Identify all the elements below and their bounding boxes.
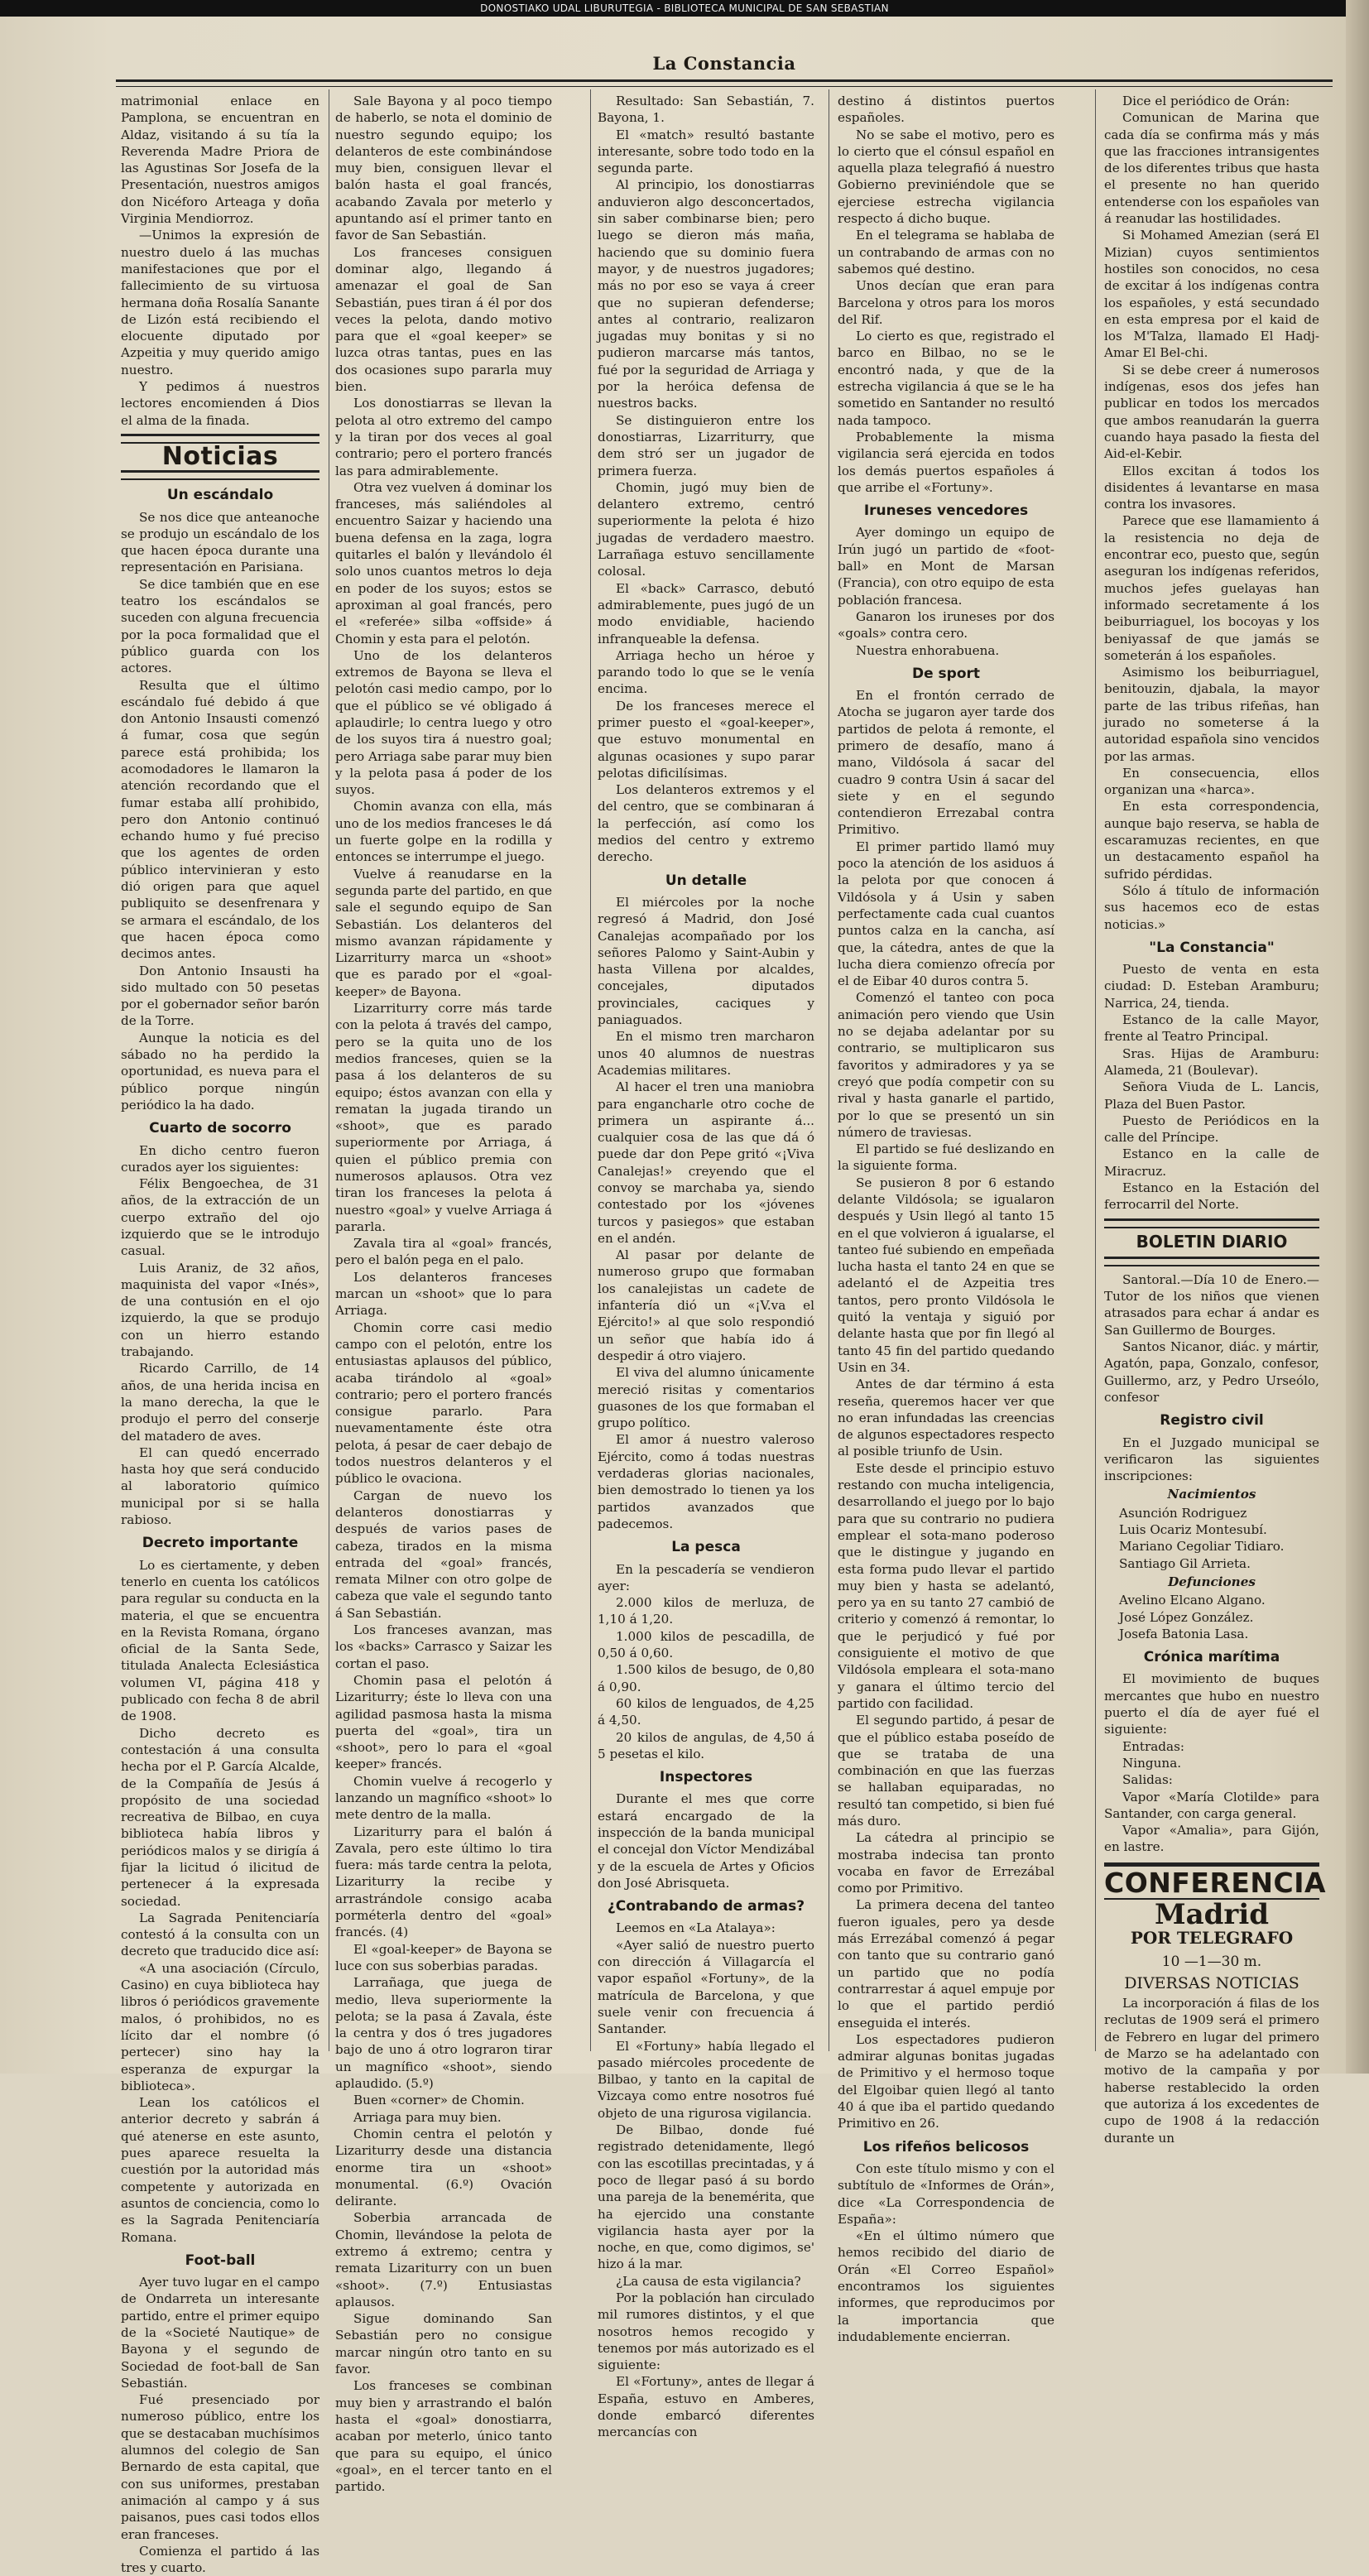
conference-title: CONFERENCIA xyxy=(1104,1866,1327,1899)
list-item: Asunción Rodriguez xyxy=(1119,1505,1247,1521)
paragraph: Chomin centra el pelotón y Lizariturry desde una distancia enorme tira un «shoot» monumental. (6.º) Ovación delirante. xyxy=(335,2126,552,2209)
paragraph: En esta correspondencia, aunque bajo reserva, se habla de escaramuzas recientes, en que un destacamento español ha sufrido pérdidas. xyxy=(1104,799,1319,882)
paragraph: Don Antonio Insausti ha sido multado con 50 pesetas por el gobernador señor barón de la Torre. xyxy=(121,963,319,1029)
paragraph: El partido se fué deslizando en la siguiente forma. xyxy=(838,1141,1054,1174)
paragraph: El can quedó encerrado hasta hoy que será conducido al laboratorio químico municipal por si se halla rabioso. xyxy=(121,1444,319,1528)
newspaper-title: La Constancia xyxy=(652,53,796,74)
telegraph-subtitle: POR TELEGRAFO xyxy=(1130,1928,1294,1949)
paragraph: En el Juzgado municipal se verificaron las siguientes inscripciones: xyxy=(1104,1435,1319,1484)
paragraph: Comienza el partido á las tres y cuarto. xyxy=(121,2543,319,2576)
paragraph: Larrañaga, que juega de medio, lleva superiormente la pelota; se la pasa á Zavala, éste la centra y dos ó tres jugadores bajo de uno á otro lograron tirar un magnífico «shoot», siendo aplaudido. (5.º) xyxy=(335,1975,552,2092)
list-item: Luis Ocariz Montesubí. xyxy=(1119,1522,1267,1538)
paragraph: Comunican de Marina que cada día se confirma más y más que las fracciones intransigentes de los diferentes tribus que hasta el presente no han querido entenderse con los españoles van á reanudar las hostilidades. xyxy=(1104,110,1319,227)
paragraph: Antes de dar término á esta reseña, queremos hacer ver que no eran infundadas las creencias de algunos espectadores respecto al posible triunfo de Usin. xyxy=(838,1377,1054,1459)
paragraph: Lizariturry para el balón á Zavala, pero este último lo tira fuera: más tarde centra la pelota, Lizariturry la recibe y arrastrándole consigo acaba porméterla dentro del «goal» francés. (4) xyxy=(335,1824,552,1940)
paragraph: Otra vez vuelven á dominar los franceses, más saliéndoles al encuentro Saizar y haciendo una buena defensa en la zaga, logra quitarles el balón y llevándolo él solo unos cuantos metros lo deja en poder de los suyos; estos se aproximan al goal francés, pero el «referée» silba «offside» á Chomin y esta para el pelotón. xyxy=(335,479,552,646)
paragraph: Puesto de venta en esta ciudad: D. Esteban Aramburu; Narrica, 24, tienda. xyxy=(1104,962,1319,1011)
paragraph: Ayer domingo un equipo de Irún jugó un partido de «foot-ball» en Mont de Marsan (Francia), con otro equipo de esta población francesa. xyxy=(838,525,1054,608)
paragraph: Los delanteros extremos y el del centro, que se combinaran á la perfección, así como los medios del centro y extremo derecho. xyxy=(598,782,814,865)
section-rule xyxy=(121,470,319,480)
headline: ¿Contrabando de armas? xyxy=(607,1898,805,1915)
paragraph: Resulta que el último escándalo fué debido á que don Antonio Insausti comenzó á fumar, cosa que según parece está prohibida; los acomodadores le llamaron la atención recordando que el fumar estaba allí prohibido, pero don Antonio continuó echando humo y fué preciso que los agentes de orden público intervinieran y esto dió origen para que aquel publiquito se desenfrenara y se armara el escándalo, de los que hacen época como decimos antes. xyxy=(121,677,319,962)
paragraph: Ricardo Carrillo, de 14 años, de una herida incisa en la mano derecha, la que le produjo el perro del conserje del matadero de aves. xyxy=(121,1361,319,1444)
paragraph: Chomin avanza con ella, más uno de los medios franceses le dá un fuerte golpe en la rodilla y entonces se interrumpe el juego. xyxy=(335,799,552,865)
conference-box xyxy=(1104,1862,1327,1900)
paragraph: El primer partido llamó muy poco la atención de los asiduos á la pelota por que conocen á Vildósola y á Usin y saben perfectamente cada cual cuantos puntos calza en la cancha, así que, la cátedra, antes de que la lucha diera comienzo ofrecía por el de Eibar 40 duros contra 5. xyxy=(838,839,1054,989)
paragraph: Fué presenciado por numeroso público, entre los que se destacaban muchísimos alumnos del colegio de San Bernardo de esta capital, que con sus uniformes, prestaban animación al campo y á sus paisanos, pues casi todos ellos eran franceses. xyxy=(121,2392,319,2542)
paragraph: Los franceses se combinan muy bien y arrastrando el balón hasta el «goal» donostiarra, acaban por meterlo, único tanto que para su equipo, el único «goal», en el tercer tanto en el partido. xyxy=(335,2378,552,2495)
paragraph: La Sagrada Penitenciaría contestó á la consulta con un decreto que traducido dice así: xyxy=(121,1910,319,1959)
headline: Los rifeños belicosos xyxy=(862,2138,1030,2155)
paragraph: Zavala tira al «goal» francés, pero el balón pega en el palo. xyxy=(335,1236,552,1268)
paragraph: Lo cierto es que, registrado el barco en Bilbao, no se le encontró nada, y que de la estrecha vigilancia á que se le ha sometido en Santander no resultó nada tampoco. xyxy=(838,329,1054,428)
paragraph: destino á distintos puertos españoles. xyxy=(838,94,1054,126)
paragraph: En dicho centro fueron curados ayer los siguientes: xyxy=(121,1142,319,1175)
paragraph: Al hacer el tren una maniobra para engancharle otro coche de primera un aspirante á... cualquier cosa de las que dá ó puede dar don Pepe gritó «¡Viva Canalejas!» creyendo que el convoy se marchaba ya, siendo contestado por los «jóvenes turcos y pasiegos» que estaban en el andén. xyxy=(598,1079,814,1246)
headline: Registro civil xyxy=(1160,1412,1264,1430)
paragraph: El segundo partido, á pesar de que el público estaba poseído de que se trataba de una combinación en que las fuerzas se hallaban equiparadas, no resultó tan competido, si bien fué más duro. xyxy=(838,1713,1054,1829)
fish-price-line: 20 kilos de angulas, de 4,50 á 5 pesetas el kilo. xyxy=(598,1729,814,1761)
section-title-boletin: BOLETIN DIARIO xyxy=(1136,1231,1288,1252)
paragraph: Este desde el principio estuvo restando con mucha inteligencia, desarrollando el juego por lo bajo para que su contrario no pudiera emplear el sota-mano poderoso que le distingue y jugando en esta forma pudo llevar el partido muy bien y hasta se adelantó, pero ya en su tanto 27 cambió de criterio y comenzó á remontar, lo que le perjudicó y fué por consiguiente el motivo de que Vildósola empleara el sota-mano y ganara el último tercio del partido con facilidad. xyxy=(838,1460,1054,1711)
paragraph: Chomin pasa el pelotón á Lizariturry; éste lo lleva con una agilidad pasmosa hasta la misma puerta del «goal», tira un «shoot», pero lo para el «goal keeper» francés. xyxy=(335,1672,552,1772)
paragraph: Chomin, jugó muy bien de delantero extremo, centró superiormente la pelota é hizo jugadas de verdadero maestro. Larrañaga estuvo sencillamente colosal. xyxy=(598,479,814,579)
paragraph: Sólo á título de información sus hacemos eco de estas noticias.» xyxy=(1104,882,1319,932)
paragraph: Los franceses consiguen dominar algo, llegando á amenazar el goal de San Sebastián, pues tiran á él por dos veces la pelota, dando motivo para que el «goal keeper» se luzca otras tantas, pues en las dos ocasiones supo pararla muy bien. xyxy=(335,244,552,395)
label-ninguna: Ninguna. xyxy=(1122,1755,1182,1771)
paragraph: Chomin corre casi medio campo con el pelotón, entre los entusiastas aplausos del público, acaba tirándolo al «goal» contrario; pero el portero francés consigue pararlo. Para nuevamentamente éste otra pelota, á pesar de caer debajo de todos nuestros delanteros y el público le ovaciona. xyxy=(335,1319,552,1487)
paragraph: Dicho decreto es contestación á una consulta hecha por el P. García Alcalde, de la Compañía de Jesús á propósito de una sociedad recreativa de Bilbao, en cuya biblioteca había libros y periódicos malos y se dirigía á fijar la licitud ó ilicitud de pertenecer á la expresada sociedad. xyxy=(121,1725,319,1909)
headline: Crónica marítima xyxy=(1143,1649,1280,1666)
paragraph: La incorporación á filas de los reclutas de 1909 será el primero de Febrero en lugar del primero de Marzo se ha adelantado con motivo de la campaña y por haberse restablecido la orden que autoriza á los excedentes de cupo de 1908 á la redacción durante un xyxy=(1104,1996,1319,2146)
section-rule xyxy=(1104,1257,1319,1266)
madrid-title: Madrid xyxy=(1154,1897,1270,1931)
paragraph: Al pasar por delante de numeroso grupo que formaban los canalejistas un cadete de infantería dió un «¡V.va el Ejército!» al que solo respondió un señor que había ido á despedir á otro viajero. xyxy=(598,1247,814,1363)
paragraph: Ganaron los iruneses por dos «goals» contra cero. xyxy=(838,608,1054,642)
paragraph: Arriaga hecho un héroe y parando todo lo que se le venía encima. xyxy=(598,647,814,697)
paragraph: Durante el mes que corre estará encargado de la inspección de la banda municipal el concejal don Víctor Mendizábal y de la escuela de Artes y Oficios don José Abrisqueta. xyxy=(598,1791,814,1891)
headline: Inspectores xyxy=(659,1769,753,1786)
headline: Un detalle xyxy=(665,872,747,889)
paragraph: Uno de los delanteros extremos de Bayona se lleva el pelotón casi medio campo, por lo que el público se vé obligado á aplaudirle; lo centra luego y otro de los suyos tira á nuestro goal; pero Arriaga sabe parar muy bien y la pelota pasa á poder de los suyos. xyxy=(335,647,552,798)
paragraph: Resultado: San Sebastián, 7. Bayona, 1. xyxy=(598,94,814,126)
headline: Foot-ball xyxy=(185,2252,256,2269)
page-edge xyxy=(1346,0,1369,2074)
paragraph: En el mismo tren marcharon unos 40 alumnos de nuestras Academias militares. xyxy=(598,1029,814,1078)
column-4 xyxy=(838,93,1054,2344)
paragraph: Vuelve á reanudarse en la segunda parte del partido, en que sale el segundo equipo de San Sebastián. Los delanteros del mismo avanzan rápidamente y Lizarriturry marca un «shoot» que es parado por el «goal-keeper» de Bayona. xyxy=(335,866,552,999)
paragraph: El «goal-keeper» de Bayona se luce con sus soberbias paradas. xyxy=(335,1941,552,1973)
paragraph: matrimonial enlace en Pamplona, se encuentran en Aldaz, visitando á su tía la Reverenda Madre Priora de las Agustinas Sor Josefa de la Presentación, nuestros amigos don Nicéforo Arteaga y doña Virginia Mendiorroz. xyxy=(121,94,319,227)
library-banner: DONOSTIAKO UDAL LIBURUTEGIA - BIBLIOTECA MUNICIPAL DE SAN SEBASTIAN xyxy=(0,0,1369,17)
paragraph: «A una asociación (Círculo, Casino) en cuya biblioteca hay libros ó periódicos gravemente malos, ó prohibidos, no es lícito dar el nombre (ó pertecer) sino hay la esperanza de expurgar la biblioteca». xyxy=(121,1960,319,2093)
label-salidas: Salidas: xyxy=(1122,1772,1173,1788)
paragraph: Los franceses avanzan, mas los «backs» Carrasco y Saizar les cortan el paso. xyxy=(335,1622,552,1671)
paragraph: Probablemente la misma vigilancia será ejercida en todos los demás puertos españoles á que arribe el «Fortuny». xyxy=(838,429,1054,495)
paragraph: Comenzó el tanteo con poca animación pero viendo que Usin no se dejaba adelantar por su contrario, se multiplicaron sus favoritos y admiradores y ya se creyó que podía competir con su rival y hasta ganarle el partido, por lo que se presentó un sin número de traviesas. xyxy=(838,990,1054,1140)
paragraph: Luis Araniz, de 32 años, maquinista del vapor «Inés», de una contusión en el ojo izquierdo, la que se produjo con un hierro estando trabajando. xyxy=(121,1260,319,1360)
headline: La pesca xyxy=(671,1539,741,1556)
paragraph: Lean los católicos el anterior decreto y sabrán á qué atenerse en este asunto, pues aparece resuelta la cuestión por la autoridad más competente y autorizada en asuntos de conciencia, como lo es la Sagrada Penitenciaría Romana. xyxy=(121,2095,319,2245)
paragraph: Si se debe creer á numerosos indígenas, esos dos jefes han publicar en todos los mercados que ambos reanudarán la guerra cuando haya pasado la fiesta del Aid-el-Kebir. xyxy=(1104,362,1319,462)
paragraph: Parece que ese llamamiento á la resistencia no deja de encontrar eco, puesto que, según aseguran los indígenas referidos, muchos jefes guelayas han informado secretamente á los beiburriaguel, los bocoyas y los beniyassaf de que jamás se someterán á los españoles. xyxy=(1104,513,1319,663)
column-3 xyxy=(598,93,814,2440)
paragraph: Vapor «Amalia», para Gijón, en lastre. xyxy=(1104,1823,1319,1855)
paragraph: Nuestra enhorabuena. xyxy=(856,642,1000,658)
paragraph: Dice el periódico de Orán: xyxy=(1122,94,1290,108)
paragraph: No se sabe el motivo, pero es lo cierto que el cónsul español en aquella plaza telegrafió á nuestro Gobierno previniéndole que se ejerciese estrecha vigilancia respecto á dicho buque. xyxy=(838,127,1054,227)
headline: Decreto importante xyxy=(142,1535,299,1552)
paragraph: Sras. Hijas de Aramburu: Alameda, 21 (Boulevar). xyxy=(1104,1045,1319,1078)
paragraph: Leemos en «La Atalaya»: xyxy=(616,1920,776,1936)
paragraph: Y pedimos á nuestros lectores encomienden á Dios el alma de la finada. xyxy=(121,379,319,428)
column-divider xyxy=(1095,89,1096,2051)
paragraph: —Unimos la expresión de nuestro duelo á las muchas manifestaciones que por el fallecimiento de su virtuosa hermana doña Rosalía Sanante de Lizón está recibiendo el elocuente diputado por Azpeitia y muy querido amigo nuestro. xyxy=(121,228,319,377)
label-entradas: Entradas: xyxy=(1122,1738,1184,1754)
paragraph: De los franceses merece el primer puesto el «goal-keeper», que estuvo monumental en algunas ocasiones y supo parar pelotas dificilísimas. xyxy=(598,698,814,781)
paragraph: En consecuencia, ellos organizan una «harca». xyxy=(1104,765,1319,798)
headline: De sport xyxy=(911,665,981,682)
paragraph: Los donostiarras se llevan la pelota al otro extremo del campo y la tiran por dos veces al goal contrario; pero el portero francés las para admirablemente. xyxy=(335,396,552,478)
paragraph: El miércoles por la noche regresó á Madrid, don José Canalejas acompañado por los señores Palomo y Saint-Aubin y hasta Villena por alcaldes, concejales, diputados provinciales, caciques y paniaguados. xyxy=(598,894,814,1028)
masthead xyxy=(116,50,1333,83)
paragraph: Asimismo los beiburriaguel, benitouzin, djabala, la mayor parte de las tribus rifeñas, han jurado no someterse á la autoridad española sino vencidos por las armas. xyxy=(1104,665,1319,764)
paragraph: La primera decena del tanteo fueron iguales, pero ya desde más Errezábal comenzó á pegar con tanto que su contrario ganó un partido que no podía contrarrestar á aquel empuje por lo que el partido perdió enseguida el interés. xyxy=(838,1897,1054,2031)
list-item: José López González. xyxy=(1119,1609,1254,1625)
paragraph: Soberbia arrancada de Chomin, llevándose la pelota de extremo á extremo; centra y remata Lizariturry con un buen «shoot». (7.º) Entusiastas aplausos. xyxy=(335,2210,552,2309)
paragraph: Buen «corner» de Chomin. xyxy=(353,2093,525,2108)
paragraph: De Bilbao, donde fué registrado detenidamente, llegó con las escotillas precintadas, y á poco de llegar pasó á su bordo una pareja de la benemérita, que ha ejercido una constante vigilancia hasta ayer por la noche, en que, como digimos, se' hizo á la mar. xyxy=(598,2122,814,2272)
births-list xyxy=(1104,1505,1319,1572)
paragraph: Sigue dominando San Sebastián pero no consigue marcar ningún otro tanto en su favor. xyxy=(335,2311,552,2377)
paragraph: Los espectadores pudieron admirar algunas bonitas jugadas de Primitivo y el hermoso toque del Elgoibar quien llegó al tanto 40 á que iba el partido quedando Primitivo en 26. xyxy=(838,2031,1054,2131)
subhead-births: Nacimientos xyxy=(1167,1487,1256,1502)
paragraph: Vapor «María Clotilde» para Santander, con carga general. xyxy=(1104,1789,1319,1821)
headline: Un escándalo xyxy=(166,487,274,504)
headline: Cuarto de socorro xyxy=(149,1120,291,1137)
paragraph: Aunque la noticia es del sábado no ha perdido la oportunidad, es nueva para el público porque ningún periódico la ha dado. xyxy=(121,1030,319,1113)
paragraph: Lizarriturry corre más tarde con la pelota á través del campo, pero se la quita uno de los medios franceses, quien se la pasa á los delanteros de su equipo; éstos avanzan con ella y rematan la jugada tirando un «shoot», que es parado superiormente por Arriaga, á quien el público premia con numerosos aplausos. Otra vez tiran los franceses la pelota á nuestro «goal» y vuelve Arriaga á pararla. xyxy=(335,1001,552,1234)
paragraph: Unos decían que eran para Barcelona y otros para los moros del Rif. xyxy=(838,278,1054,327)
paragraph: En el frontón cerrado de Atocha se jugaron ayer tarde dos partidos de pelota á remonte, el primero de desafío, mano á mano, Vildósola á sacar del cuadro 9 contra Usin á sacar del siete y en el segundo contendieron Errezabal contra Primitivo. xyxy=(838,688,1054,838)
fish-price-line: 60 kilos de lenguados, de 4,25 á 4,50. xyxy=(598,1695,814,1728)
paragraph: Si Mohamed Amezian (será El Mizian) cuyos sentimientos hostiles son conocidos, no cesa de excitar á los indígenas contra los españoles, y está secundado en esta empresa por el kaid de los M'Talza, llamado El Hadj-Amar El Bel-chi. xyxy=(1104,228,1319,361)
paragraph: Con este título mismo y con el subtítulo de «Informes de Orán», dice «La Correspondencia de España»: xyxy=(838,2160,1054,2227)
fish-price-line: 2.000 kilos de merluza, de 1,10 á 1,20. xyxy=(598,1595,814,1627)
paragraph: Santoral.—Día 10 de Enero.—Tutor de los niños que vienen atrasados para echar á andar es San Guillermo de Bourges. xyxy=(1104,1271,1319,1338)
paragraph: Estanco de la calle Mayor, frente al Teatro Principal. xyxy=(1104,1012,1319,1045)
fish-price-line: 1.500 kilos de besugo, de 0,80 á 0,90. xyxy=(598,1662,814,1694)
paragraph: El «Fortuny» había llegado el pasado miércoles procedente de Bilbao, y tanto en la capital de Vizcaya como entre nosotros fué objeto de una rigurosa vigilancia. xyxy=(598,2038,814,2121)
paragraph: Se dice también que en ese teatro los escándalos se suceden con alguna frecuencia por la poca formalidad que el público guarda con los actores. xyxy=(121,576,319,676)
paragraph: «En el último número que hemos recibido del diario de Orán «El Correo Español» encontramos los siguientes informes, que reproducimos por la importancia que indudablemente encierran. xyxy=(838,2228,1054,2344)
paragraph: El viva del alumno únicamente mereció risitas y comentarios guasones de los que formaban el grupo político. xyxy=(598,1365,814,1431)
column-divider xyxy=(590,89,591,2051)
list-item: Avelino Elcano Algano. xyxy=(1119,1593,1266,1608)
paragraph: Puesto de Periódicos en la calle del Príncipe. xyxy=(1104,1113,1319,1146)
paragraph: El amor á nuestro valeroso Ejército, como á todas nuestras verdaderas glorias nacionales, bien demostrado lo tienen ya los partidos avanzados que padecemos. xyxy=(598,1432,814,1531)
paragraph: El «Fortuny», antes de llegar á España, estuvo en Amberes, donde embarcó diferentes mercancías con xyxy=(598,2374,814,2440)
paragraph: La cátedra al principio se mostraba indecisa tan pronto vocaba en favor de Errezábal como por Primitivo. xyxy=(838,1830,1054,1896)
subhead-deaths: Defunciones xyxy=(1168,1574,1256,1589)
paragraph: Chomin vuelve á recogerlo y lanzando un magnífico «shoot» lo mete dentro de la malla. xyxy=(335,1773,552,1823)
paragraph: Ayer tuvo lugar en el campo de Ondarreta un interesante partido, entre el primer equipo de la «Societé Nautique» de Bayona y el segundo de Sociedad de foot-ball de San Sebastián. xyxy=(121,2275,319,2391)
paragraph: ¿La causa de esta vigilancia? xyxy=(616,2273,801,2289)
timestamp: 10 —1—30 m. xyxy=(1161,1953,1262,1970)
column-1 xyxy=(121,93,319,2576)
headline: "La Constancia" xyxy=(1149,939,1275,956)
paragraph: Por la población han circulado mil rumores distintos, y el que nosotros hemos recogido y tenemos por más autorizado es el siguiente: xyxy=(598,2290,814,2373)
paragraph: Los delanteros franceses marcan un «shoot» que lo para Arriaga. xyxy=(335,1269,552,1319)
list-item: Santiago Gil Arrieta. xyxy=(1119,1555,1251,1571)
paragraph: Félix Bengoechea, de 31 años, de la extracción de un cuerpo extraño del ojo izquierdo que se le introdujo casual. xyxy=(121,1176,319,1259)
headline: Iruneses vencedores xyxy=(863,502,1029,520)
paragraph: Ellos excitan á todos los disidentes á levantarse en masa contra los invasores. xyxy=(1104,463,1319,512)
paragraph: Se pusieron 8 por 6 estando delante Vildósola; se igualaron después y Usin llegó al tanto 15 en el que volvieron á igualarse, el tanteo fué subiendo en empeñada lucha hasta el tanto 24 en que se adelantó el de Azpeitia tres tantos, pero pronto Vildósola le quitó la ventaja y siguió por delante hasta que por fin llegó al tanto 45 fin del partido quedando Usin en 34. xyxy=(838,1175,1054,1375)
section-title-noticias: Noticias xyxy=(161,441,279,471)
paragraph: Lo es ciertamente, y deben tenerlo en cuenta los católicos para regular su conducta en la materia, el que se encuentra en la Revista Romana, órgano oficial de la Santa Sede, titulada Analecta Eclesiástica volumen VI, página 418 y publicado con fecha 8 de abril de 1908. xyxy=(121,1557,319,1724)
list-item: Josefa Batonia Lasa. xyxy=(1119,1626,1249,1641)
paragraph: Se nos dice que anteanoche se produjo un escándalo de los que hacen época durante una representación en Parisiana. xyxy=(121,509,319,575)
paragraph: Arriaga para muy bien. xyxy=(353,2109,502,2125)
paragraph: El «back» Carrasco, debutó admirablemente, pues jugó de un modo envidiable, haciendo infranqueable la defensa. xyxy=(598,580,814,646)
paragraph: El «match» resultó bastante interesante, sobre todo todo en la segunda parte. xyxy=(598,127,814,176)
diversas-title: DIVERSAS NOTICIAS xyxy=(1124,1973,1299,1992)
paragraph: «Ayer salió de nuestro puerto con dirección á Villagarcía el vapor español «Fortuny», de la matrícula de Barcelona, y que suele venir con frecuencia á Santander. xyxy=(598,1937,814,2037)
paragraph: Estanco en la calle de Miracruz. xyxy=(1104,1146,1319,1179)
paragraph: Santos Nicanor, diác. y mártir, Agatón, papa, Gonzalo, confesor, Guillermo, arz, y Pedro Urseólo, confesor xyxy=(1104,1339,1319,1405)
paragraph: Estanco en la Estación del ferrocarril del Norte. xyxy=(1104,1180,1319,1213)
column-5 xyxy=(1104,93,1327,2146)
fish-price-line: 1.000 kilos de pescadilla, de 0,50 á 0,60. xyxy=(598,1628,814,1661)
paragraph: Señora Viuda de L. Lancis, Plaza del Buen Pastor. xyxy=(1104,1079,1319,1112)
paragraph: En el telegrama se hablaba de un contrabando de armas con no sabemos qué destino. xyxy=(838,228,1054,276)
paragraph: En la pescadería se vendieron ayer: xyxy=(598,1561,814,1593)
column-2 xyxy=(335,93,552,2495)
paragraph: Se distinguieron entre los donostiarras, Lizarriturry, que dem stró ser un jugador de primera fuerza. xyxy=(598,412,814,478)
list-item: Mariano Cegoliar Tidiaro. xyxy=(1119,1539,1285,1555)
masthead-rule xyxy=(116,79,1333,87)
paragraph: Al principio, los donostiarras anduvieron algo desconcertados, sin saber combinarse bien; pero luego se dieron más maña, haciendo que su dominio fuera mayor, y de nuestros jugadores; más no por eso se vaya á creer que no supieran defenderse; antes al contrario, realizaron jugadas muy bonitas y si no pudieron marcarse más tantos, fué por la seguridad de Arriaga y por la heróica defensa de nuestros backs. xyxy=(598,177,814,411)
paragraph: Sale Bayona y al poco tiempo de haberlo, se nota el dominio de nuestro segundo equipo; los delanteros de este combinándose muy bien, consiguen llevar el balón hasta el goal francés, acabando Zavala por meterlo y apuntando así el primer tanto en favor de San Sebastián. xyxy=(335,94,552,243)
deaths-list xyxy=(1104,1592,1319,1642)
paragraph: Cargan de nuevo los delanteros donostiarras y después de varios pases de cabeza, tirados en la misma entrada del «goal» francés, remata Milner con otro golpe de cabeza que vale el segundo tanto á San Sebastián. xyxy=(335,1487,552,1621)
paragraph: El movimiento de buques mercantes que hubo en nuestro puerto el día de ayer fué el siguiente: xyxy=(1104,1671,1319,1737)
section-rule xyxy=(1104,1218,1319,1228)
